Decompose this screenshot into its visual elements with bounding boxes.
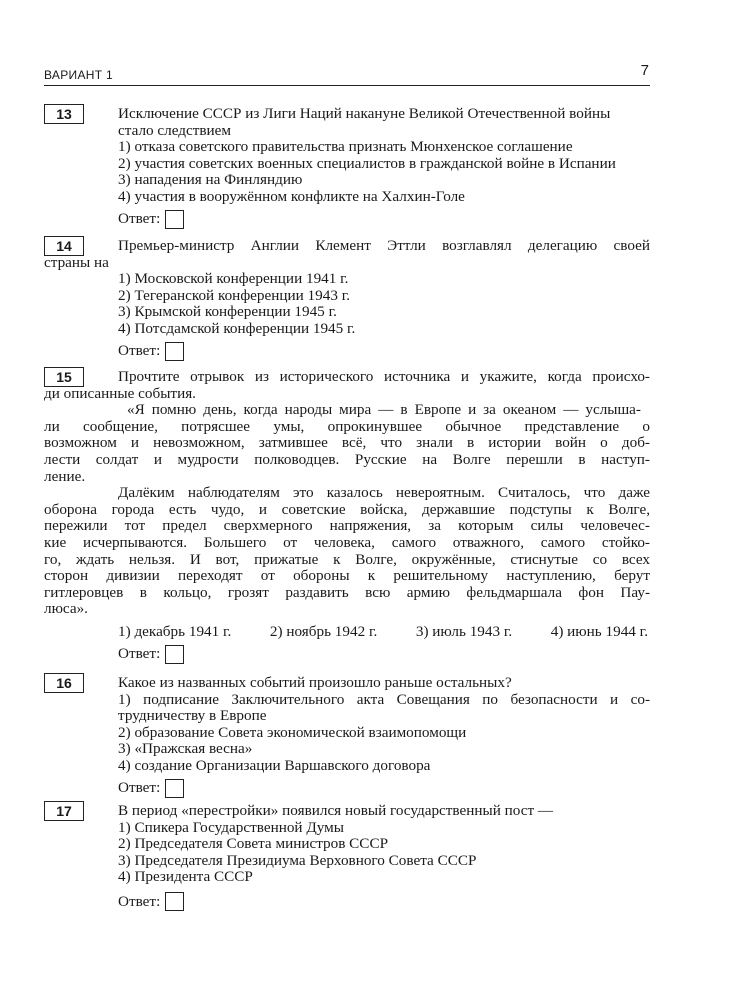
question-line: В период «перестройки» появился новый государственный пост —	[118, 802, 554, 819]
question-line: Прочтите отрывок из исторического источника и укажите, когда происхо-	[118, 368, 650, 385]
answer-row	[118, 892, 650, 912]
answer-label: Ответ:	[118, 210, 161, 228]
quote-line: пережили тот предел сверхмерного напряжения, за которым силы человечес-	[44, 517, 650, 535]
answer-option: 4) Потсдамской конференции 1945 г.	[118, 319, 356, 337]
quote-line: ление.	[44, 467, 86, 485]
answer-option: 1) отказа советского правительства признать Мюнхенское соглашение	[118, 138, 573, 156]
answer-box[interactable]	[165, 779, 184, 798]
question-line: Какое из названных событий произошло раньше остальных?	[118, 674, 512, 691]
task-number: 17	[44, 801, 84, 821]
answer-row	[118, 342, 650, 362]
question-line: Премьер-министр Англии Клемент Эттли возглавлял делегацию своей	[118, 237, 650, 254]
quote-line: лести солдат и мудрости полководцев. Русские на Волге перешли в наступ-	[44, 450, 650, 468]
answer-option: 4) создание Организации Варшавского договора	[118, 756, 431, 774]
page-number: 7	[640, 62, 649, 79]
answer-box[interactable]	[165, 342, 184, 361]
answer-option: 1) Московской конференции 1941 г.	[118, 270, 349, 288]
answer-label: Ответ:	[118, 645, 161, 663]
answer-label: Ответ:	[118, 779, 161, 797]
answer-label: Ответ:	[118, 892, 161, 910]
quote-line: кие исчерпываются. Большего от человека, самого отважного, самого стойко-	[44, 533, 650, 551]
quote-line: гитлеровцев в кольцо, грозят раздавить всю армию фельдмаршала фон Пау-	[44, 583, 650, 601]
answer-box[interactable]	[165, 892, 184, 911]
answer-option: 2) образование Совета экономической взаимопомощи	[118, 723, 467, 741]
answer-option: 2) Председателя Совета министров СССР	[118, 835, 389, 853]
quote-line: ли сообщение, потрясшее умы, опрокинувшее обычное представление о	[44, 417, 650, 435]
quote-line: Далёким наблюдателям это казалось невероятным. Считалось, что даже	[118, 484, 650, 502]
task-14	[44, 238, 650, 362]
quote-line: возможном и невозможном, затмившее всё, что знали в истории войн о доб-	[44, 434, 650, 452]
answer-option: 2) Тегеранской конференции 1943 г.	[118, 286, 351, 304]
answer-option: 4) Президента СССР	[118, 868, 253, 886]
answer-row	[118, 645, 650, 665]
quote-line: оборона города есть чудо, и советские войска, державшие подступы к Волге,	[44, 500, 650, 518]
answer-option: 3) Крымской конференции 1945 г.	[118, 303, 337, 321]
answer-option: 2) ноябрь 1942 г.	[269, 622, 378, 640]
answer-row	[118, 210, 650, 230]
answer-option: 3) нападения на Финляндию	[118, 171, 303, 189]
answer-option: 1) подписание Заключительного акта Совещания по безопасности и со-	[118, 690, 650, 708]
answer-option: 4) участия в вооружённом конфликте на Халхин-Голе	[118, 187, 465, 205]
question-line: Исключение СССР из Лиги Наций накануне Великой Отечественной войны	[118, 105, 611, 122]
question-line: стало следствием	[118, 121, 232, 139]
task-15	[44, 369, 650, 665]
task-number: 15	[44, 367, 84, 387]
answer-option: 3) «Пражская весна»	[118, 740, 253, 758]
answer-box[interactable]	[165, 210, 184, 229]
answer-option: трудничеству в Европе	[118, 707, 267, 725]
answer-label: Ответ:	[118, 342, 161, 360]
task-13	[44, 106, 650, 230]
answer-option: 4) июнь 1944 г.	[550, 622, 648, 640]
answer-option: 1) Спикера Государственной Думы	[118, 818, 344, 836]
variant-title: ВАРИАНТ 1	[44, 68, 113, 82]
page-header	[44, 63, 650, 86]
answer-option: 3) июль 1943 г.	[415, 622, 513, 640]
quote-line: сторон дивизии переходят от обороны к решительному наступлению, берут	[44, 567, 650, 585]
answer-option: 1) декабрь 1941 г.	[118, 622, 232, 640]
task-16	[44, 675, 650, 799]
quote-line: «Я помню день, когда народы мира — в Европе и за океаном — услыша-	[127, 401, 641, 419]
question-line: ди описанные события.	[44, 384, 196, 402]
question-line: страны на	[44, 253, 109, 271]
task-number: 14	[44, 236, 84, 256]
answer-row	[118, 779, 650, 799]
answer-option: 3) Председателя Президиума Верховного Совета СССР	[118, 851, 477, 869]
task-number: 13	[44, 104, 84, 124]
task-17	[44, 803, 650, 912]
answer-box[interactable]	[165, 645, 184, 664]
answer-options-row	[118, 624, 648, 641]
task-number: 16	[44, 673, 84, 693]
answer-option: 2) участия советских военных специалистов в гражданской войне в Испании	[118, 154, 616, 172]
quote-line: го, ждать нельзя. И вот, прижатые к Волге, окружённые, стиснутые со всех	[44, 550, 650, 568]
quote-line: люса».	[44, 600, 88, 618]
